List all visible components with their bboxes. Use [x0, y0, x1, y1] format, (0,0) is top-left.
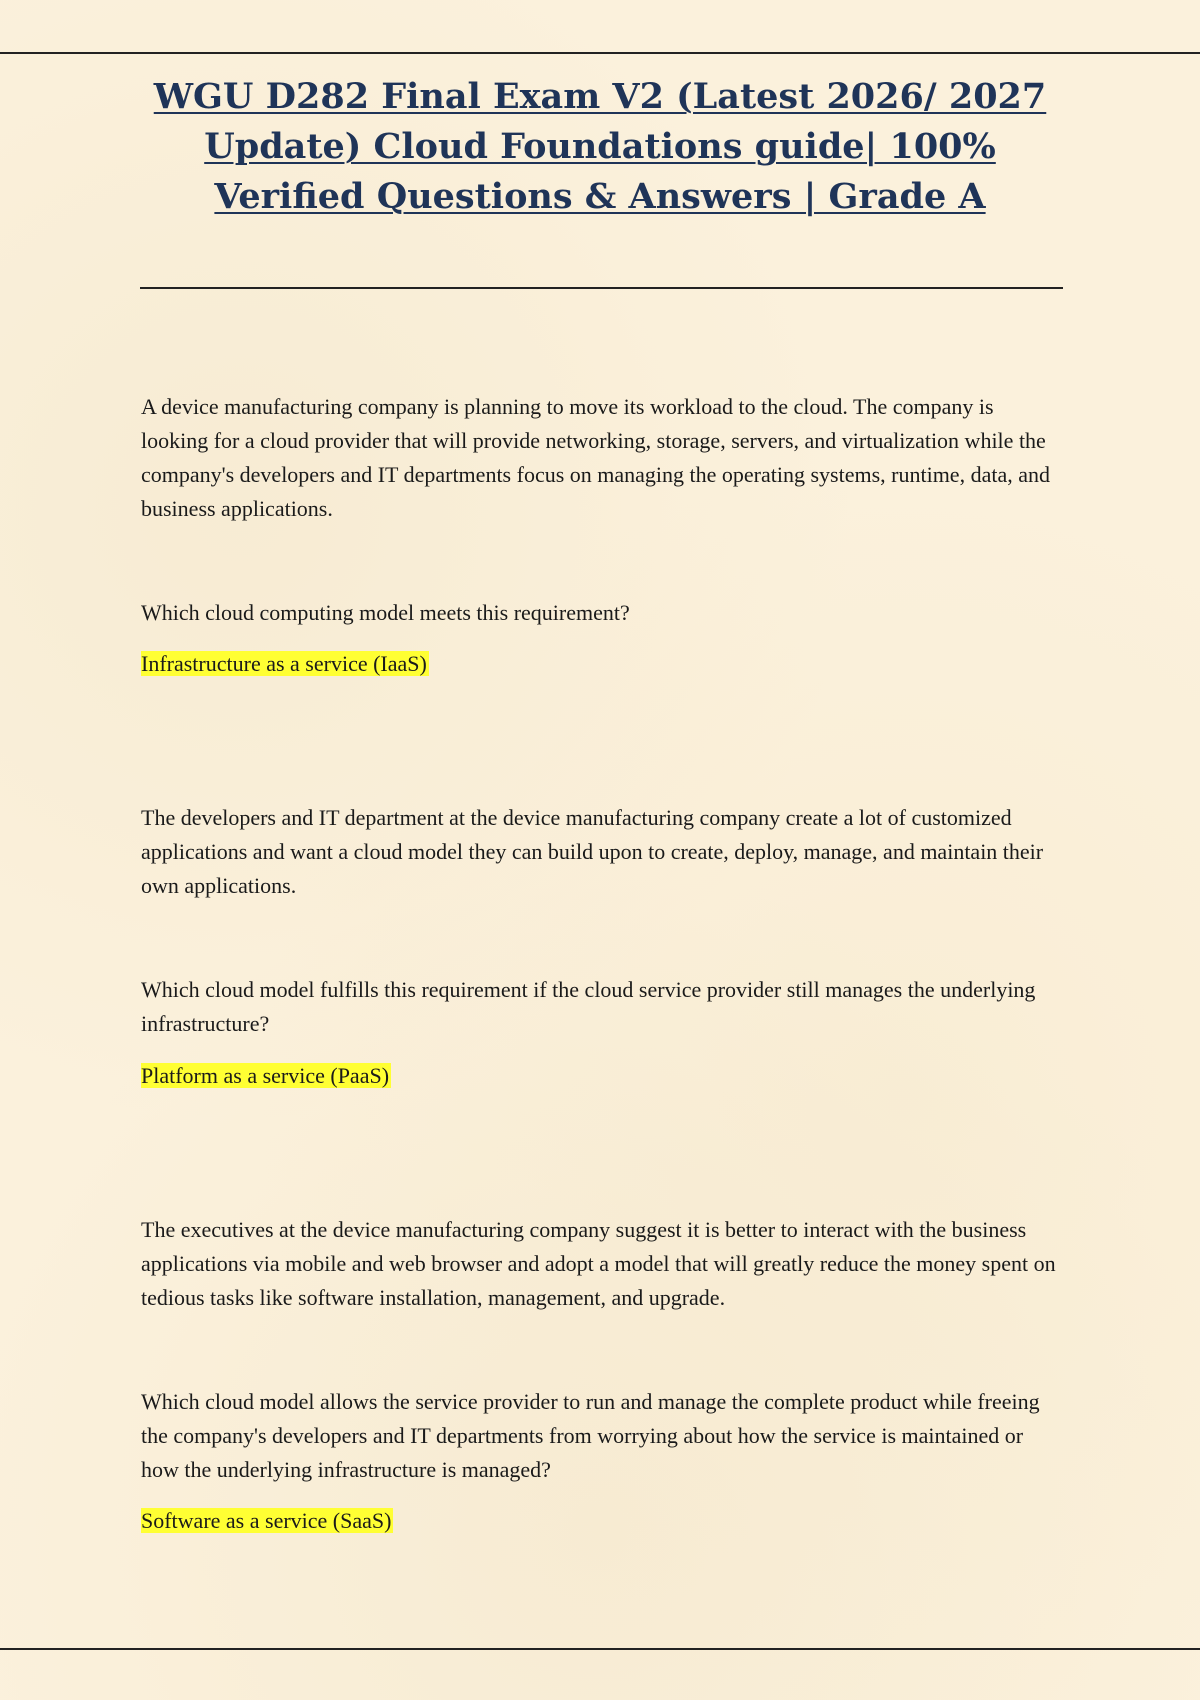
question-text: Which cloud computing model meets this requirement?	[141, 600, 630, 625]
bottom-border-rule	[0, 1648, 1200, 1650]
answer-text: Infrastructure as a service (IaaS)	[141, 651, 427, 676]
document-title: WGU D282 Final Exam V2 (Latest 2026/ 2027 Update) Cloud Foundations guide| 100% Verified Questions & Answers | Grade A	[153, 76, 1047, 217]
scenario-text: A device manufacturing company is planning to move its workload to the cloud. The company is looking for a cloud provider that will provide networking, storage, servers, and virtualization while the company's developers and IT departments focus on managing the operating systems, runtime, data, and business applications.	[141, 394, 1050, 521]
question-text: Which cloud model fulfills this requirement if the cloud service provider still manages the underlying infrastructure?	[141, 977, 1036, 1036]
top-border-rule	[0, 52, 1200, 54]
answer-text: Platform as a service (PaaS)	[141, 1063, 390, 1088]
scenario-text: The executives at the device manufacturing company suggest it is better to interact with the business applications via mobile and web browser and adopt a model that will greatly reduce the money spent on tedious tasks like software installation, management, and upgrade.	[141, 1217, 1056, 1310]
answer-highlight	[141, 1059, 391, 1093]
title-divider	[140, 287, 1063, 289]
scenario-text: The developers and IT department at the device manufacturing company create a lot of customized applications and want a cloud model they can build upon to create, deploy, manage, and maintain their own applications.	[141, 805, 1044, 898]
answer-highlight	[141, 647, 429, 681]
question-text: Which cloud model allows the service provider to run and manage the complete product while freeing the company's developers and IT departments from worrying about how the service is maintained or how the underlying infrastructure is managed?	[141, 1389, 1040, 1482]
answer-highlight	[141, 1504, 393, 1538]
answer-text: Software as a service (SaaS)	[141, 1508, 392, 1533]
